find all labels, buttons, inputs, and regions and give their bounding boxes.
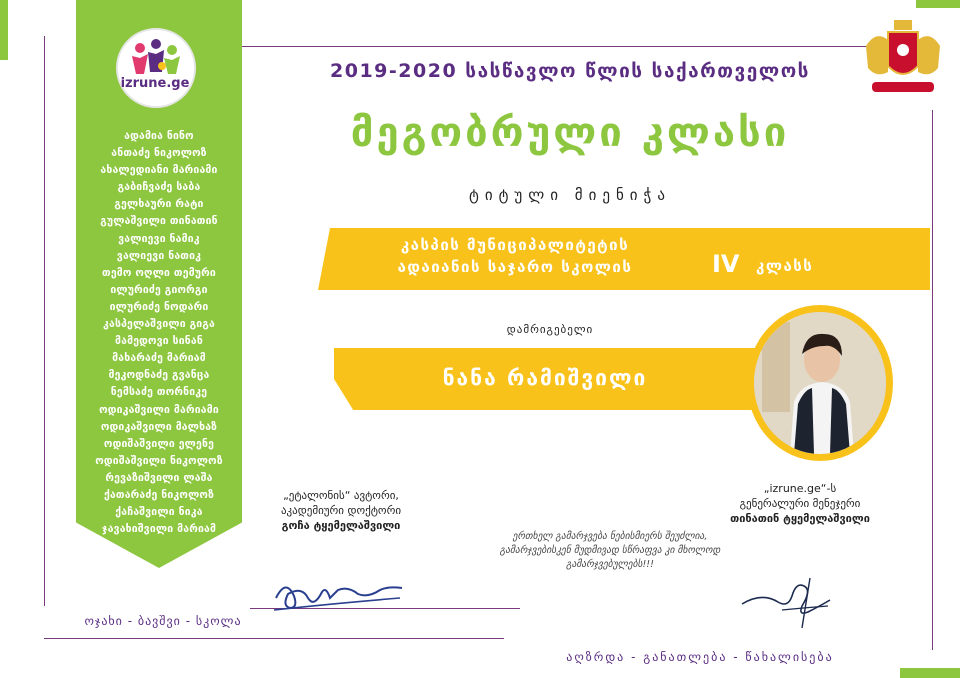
left-sig-degree: აკადემიური დოქტორი: [280, 504, 402, 517]
student-name: ანთაძე ნიკოლოზ: [111, 147, 207, 160]
left-handwritten-signature: [268, 568, 408, 618]
school-line-1: კასპის მუნიციპალიტეტის: [400, 236, 630, 254]
student-name: რევაზიშვილი ლაშა: [105, 471, 213, 484]
logo-text: izrune.ge: [120, 76, 190, 91]
year-title: 2019-2020 სასწავლო წლის საქართველოს: [330, 60, 810, 82]
student-name: ქაჩაშვილი ნიკა: [115, 506, 203, 519]
footer-right-slogan: აღზრდა - განათლება - წახალისება: [566, 650, 834, 664]
recipient-name: ნანა რამიშვილი: [442, 366, 648, 390]
logo-badge: [116, 28, 196, 108]
student-name: ჯავახიშვილი მარიამ: [101, 523, 217, 536]
frame-top-line: [242, 46, 874, 47]
student-name: ვალიევი ნამიკ: [118, 232, 200, 245]
frame-right-line: [932, 110, 933, 650]
grade-number: IV: [712, 250, 740, 278]
corner-accent-bottom: [900, 668, 960, 678]
student-name: თემო ოღლი თემური: [102, 266, 216, 279]
sub-title: ტიტული მიენიჭა: [469, 186, 671, 204]
teacher-photo: [754, 312, 886, 454]
recipient-label: დამრიგებელი: [506, 323, 594, 336]
footer-left-slogan: ოჯახი - ბავშვი - სკოლა: [84, 614, 242, 628]
students-list: [84, 128, 234, 538]
portrait-illustration: [754, 312, 886, 454]
motivation-quote: [480, 530, 740, 572]
student-name: ვალიევი ნათიკ: [116, 249, 202, 262]
coat-of-arms-icon: [858, 16, 948, 102]
frame-left-line: [44, 36, 45, 606]
student-name: კასპელაშვილი გიგა: [103, 318, 215, 331]
left-signature-block: [246, 488, 436, 533]
student-name: მამედოვი სინან: [115, 335, 203, 348]
student-name: ილურიძე გიორგი: [110, 283, 208, 296]
student-name: ოდიკაშვილი მალხაზ: [100, 420, 218, 433]
right-signature-block: [705, 481, 895, 526]
right-sig-title: „izrune.ge“-ს: [763, 482, 837, 495]
student-name: ახალედიანი მარიამი: [100, 164, 218, 177]
student-name: ოდიშაშვილი ნიკოლოზ: [95, 454, 223, 467]
student-name: გელხაური რატი: [114, 198, 204, 211]
student-name: ილურიძე ნოდარი: [109, 300, 209, 313]
student-name: გაბიჩვაძე საბა: [117, 181, 201, 194]
corner-accent-left: [0, 0, 8, 60]
left-sig-name: გოჩა ტყემელაშვილი: [281, 519, 401, 532]
class-word: კლასს: [756, 257, 814, 275]
right-sig-name: თინათინ ტყემელაშვილი: [730, 512, 870, 525]
student-name: მეკოდნაძე გვანცა: [108, 369, 210, 382]
student-name: ადამია ნინო: [124, 130, 194, 142]
main-title: მეგობრული კლასი: [350, 110, 790, 156]
quote-line-1: ერთხელ გამარჯვება ნებისმიერს შეუძლია,: [512, 531, 708, 542]
school-line-2: ადაიანის საჯარო სკოლის: [397, 258, 633, 276]
student-name: ქათარაძე ნიკოლოზ: [103, 488, 215, 501]
right-handwritten-signature: [732, 572, 842, 632]
quote-line-2: გამარჯვებისკენ მუდმივად სწრაფვა კი მხოლოდ გამარჯვებულებს!!!: [499, 545, 721, 570]
corner-accent-top: [916, 0, 960, 8]
coat-of-arms: [858, 16, 948, 102]
family-icon: [118, 30, 194, 106]
student-name: ოდიკაშვილი მარიამი: [99, 403, 219, 416]
right-sig-role: გენერალური მენეჯერი: [739, 497, 861, 510]
student-name: მახარაძე მარიამ: [112, 352, 206, 365]
student-name: გულაშვილი თინათინ: [100, 215, 218, 228]
student-name: ოდიშაშვილი ელენე: [103, 437, 215, 450]
frame-bottom-line: [44, 638, 504, 639]
student-name: ნემსაძე თორნიკე: [110, 386, 208, 399]
left-sig-title: „ეტალონის“ ავტორი,: [283, 489, 399, 502]
